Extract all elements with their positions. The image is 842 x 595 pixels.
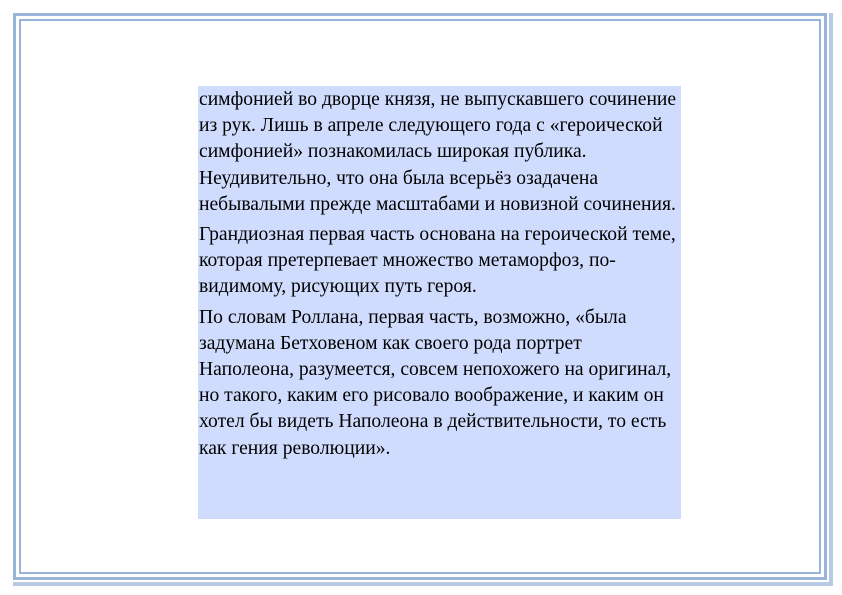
paragraph-2: Грандиозная первая часть основана на героической теме, которая претерпевает множество метаморфоз, по-видимому, рисующих путь героя. (199, 224, 676, 298)
paragraph-1: симфонией во дворце князя, не выпускавшего сочинение из рук. Лишь в апреле следующего года с «героической симфонией» познакомилась широкая публика. Неудивительно, что она была всерьёз озадачена небывалыми прежде масштабами и новизной сочинения. (199, 89, 677, 215)
paragraph-3: По словам Роллана, первая часть, возможно, «была задумана Бетховеном как своего рода портрет Наполеона, разумеется, совсем непохожего на оригинал, но такого, каким его рисовало воображение, и каким он хотел бы видеть Наполеона в действительности, то есть как гения революции». (199, 306, 672, 459)
frame-shadow-right (829, 13, 833, 583)
text-block (198, 86, 681, 519)
frame-shadow-bottom (13, 582, 833, 586)
